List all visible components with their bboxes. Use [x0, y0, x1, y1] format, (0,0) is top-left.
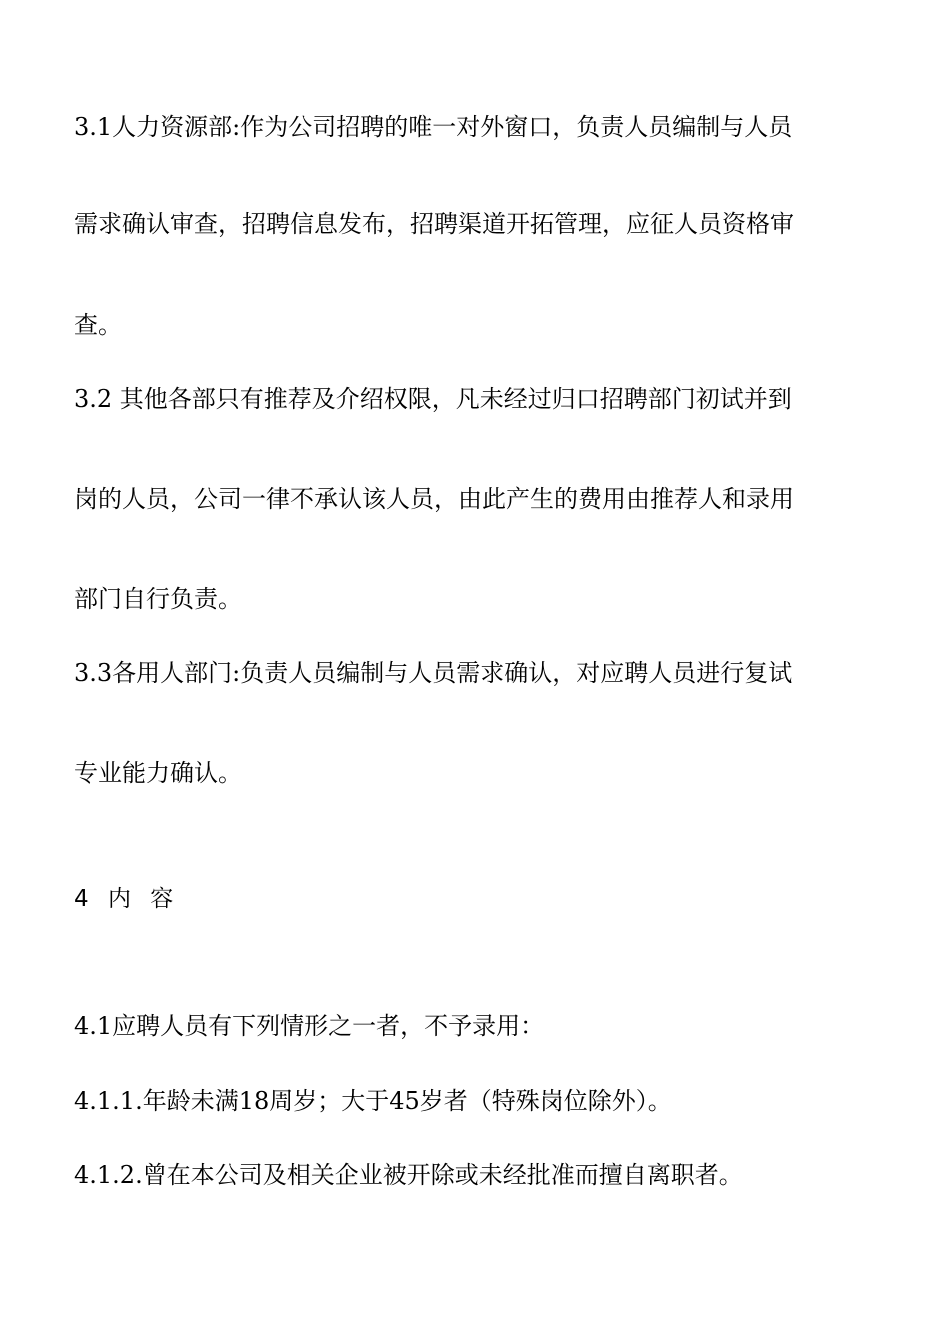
section-heading: 4 内 容 — [74, 886, 180, 912]
paragraph-line: 部门自行负责。 — [74, 585, 242, 613]
list-item: 4.1.2.曾在本公司及相关企业被开除或未经批准而擅自离职者。 — [74, 1161, 743, 1189]
paragraph-line: 3.2 其他各部只有推荐及介绍权限，凡未经过归口招聘部门初试并到 — [74, 385, 792, 413]
paragraph-line: 查。 — [74, 311, 122, 339]
paragraph-line: 3.3各用人部门:负责人员编制与人员需求确认，对应聘人员进行复试 — [74, 659, 793, 687]
paragraph-line: 需求确认审查，招聘信息发布，招聘渠道开拓管理，应征人员资格审 — [74, 210, 794, 238]
list-item: 4.1.1.年龄未满18周岁；大于45岁者（特殊岗位除外）。 — [74, 1087, 672, 1115]
paragraph-line: 专业能力确认。 — [74, 759, 242, 787]
paragraph-line: 3.1人力资源部:作为公司招聘的唯一对外窗口，负责人员编制与人员 — [74, 113, 793, 141]
paragraph-line: 岗的人员，公司一律不承认该人员，由此产生的费用由推荐人和录用 — [74, 485, 794, 513]
list-item: 4.1应聘人员有下列情形之一者，不予录用： — [74, 1012, 545, 1040]
